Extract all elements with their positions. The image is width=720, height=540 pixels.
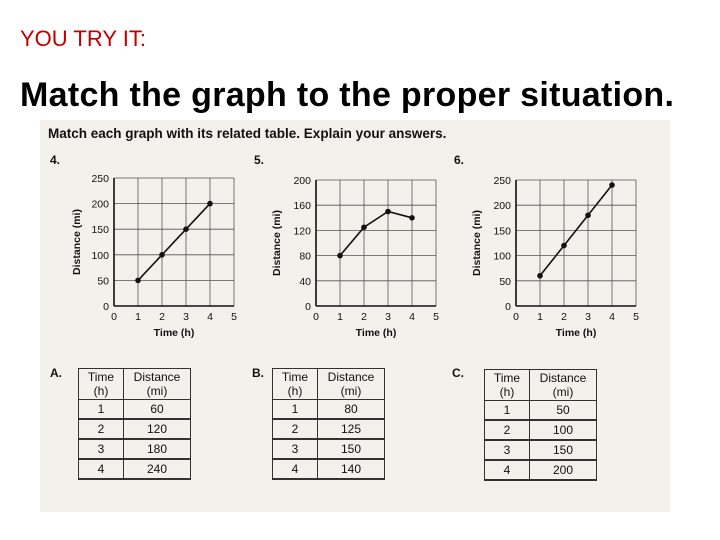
table-cell: 200 <box>530 460 597 480</box>
graph-number-label: 6. <box>454 153 465 167</box>
y-tick-label: 200 <box>493 200 511 213</box>
table-row <box>485 420 597 440</box>
worksheet-instruction: Match each graph with its related table. Explain your answers. <box>48 126 447 141</box>
table-cell: 2 <box>485 420 530 440</box>
y-axis-title: Distance (mi) <box>471 210 483 276</box>
y-tick-label: 0 <box>103 301 109 313</box>
table-row <box>273 419 385 439</box>
table-cell: 2 <box>273 419 318 439</box>
table-cell: 80 <box>318 400 385 420</box>
x-axis-title: Time (h) <box>153 327 195 339</box>
y-tick-label: 50 <box>97 275 109 288</box>
data-point <box>537 273 543 279</box>
table-cell: 180 <box>124 439 191 459</box>
header-distance: Distance (mi) <box>530 370 597 401</box>
table-cell: 50 <box>530 401 597 421</box>
table-row <box>273 439 385 459</box>
data-table-c <box>484 369 597 481</box>
data-table-b <box>272 368 385 480</box>
table-cell: 1 <box>273 400 318 420</box>
x-tick-label: 4 <box>207 311 213 323</box>
x-tick-label: 2 <box>561 311 567 323</box>
series-line <box>340 212 412 256</box>
data-point <box>183 226 189 232</box>
table-cell: 150 <box>530 440 597 460</box>
data-point <box>585 212 591 218</box>
x-tick-label: 4 <box>409 311 415 323</box>
table-cell: 3 <box>79 439 124 459</box>
header-time: Time (h) <box>485 370 530 401</box>
graph-number-label: 4. <box>50 153 61 167</box>
graph-number-label: 5. <box>254 153 265 167</box>
data-point <box>561 243 567 249</box>
slide-title: Match the graph to the proper situation. <box>20 76 675 114</box>
table-cell: 1 <box>485 401 530 421</box>
table-cell: 100 <box>530 420 597 440</box>
y-tick-label: 150 <box>91 224 109 237</box>
table-cell: 4 <box>485 460 530 480</box>
series-line <box>138 204 210 281</box>
y-tick-label: 250 <box>493 175 511 187</box>
table-row <box>273 400 385 420</box>
y-tick-label: 120 <box>293 225 311 238</box>
x-tick-label: 2 <box>361 311 367 323</box>
y-tick-label: 100 <box>91 249 109 262</box>
table-cell: 140 <box>318 459 385 479</box>
table-label-a: A. <box>50 366 62 380</box>
table-row <box>273 459 385 479</box>
header-distance: Distance (mi) <box>318 369 385 400</box>
header-time: Time (h) <box>79 369 124 400</box>
slide-header: YOU TRY IT: <box>20 26 146 51</box>
table-cell: 1 <box>79 400 124 420</box>
data-point <box>385 209 391 215</box>
y-tick-label: 200 <box>293 175 311 187</box>
y-tick-label: 100 <box>493 250 511 263</box>
table-row <box>485 440 597 460</box>
table-cell: 4 <box>273 459 318 479</box>
header-distance: Distance (mi) <box>124 369 191 400</box>
table-cell: 4 <box>79 459 124 479</box>
x-tick-label: 0 <box>313 311 319 323</box>
data-point <box>337 253 343 259</box>
x-tick-label: 1 <box>537 311 543 323</box>
x-tick-label: 0 <box>111 311 117 323</box>
y-tick-label: 150 <box>493 225 511 238</box>
table-row <box>485 401 597 421</box>
table-row <box>79 400 191 420</box>
table-row <box>79 439 191 459</box>
y-tick-label: 0 <box>305 301 311 313</box>
data-point <box>207 201 213 207</box>
table-cell: 3 <box>273 439 318 459</box>
x-tick-label: 2 <box>159 311 165 323</box>
data-point <box>409 215 415 221</box>
table-cell: 60 <box>124 400 191 420</box>
x-axis-title: Time (h) <box>555 327 597 339</box>
data-point <box>361 224 367 230</box>
table-cell: 125 <box>318 419 385 439</box>
table-row <box>485 460 597 480</box>
table-row <box>79 459 191 479</box>
data-table-a <box>78 368 191 480</box>
table-label-c: C. <box>452 366 464 380</box>
table-row <box>79 419 191 439</box>
x-tick-label: 1 <box>135 311 141 323</box>
x-tick-label: 3 <box>385 311 391 323</box>
table-cell: 150 <box>318 439 385 459</box>
x-tick-label: 5 <box>231 311 237 323</box>
x-tick-label: 5 <box>433 311 439 323</box>
y-tick-label: 250 <box>91 173 109 185</box>
x-tick-label: 3 <box>585 311 591 323</box>
table-cell: 240 <box>124 459 191 479</box>
y-tick-label: 0 <box>505 301 511 313</box>
x-axis-title: Time (h) <box>355 327 397 339</box>
y-tick-label: 200 <box>91 198 109 211</box>
data-point <box>135 278 141 284</box>
worksheet-image <box>40 120 670 512</box>
y-tick-label: 160 <box>293 200 311 213</box>
table-cell: 120 <box>124 419 191 439</box>
table-cell: 3 <box>485 440 530 460</box>
header-time: Time (h) <box>273 369 318 400</box>
y-axis-title: Distance (mi) <box>71 209 83 275</box>
data-point <box>159 252 165 258</box>
x-tick-label: 1 <box>337 311 343 323</box>
table-cell: 2 <box>79 419 124 439</box>
y-tick-label: 40 <box>299 275 311 288</box>
data-point <box>609 182 615 188</box>
y-tick-label: 80 <box>299 250 311 263</box>
y-axis-title: Distance (mi) <box>271 210 283 276</box>
x-tick-label: 0 <box>513 311 519 323</box>
table-label-b: B. <box>252 366 264 380</box>
x-tick-label: 3 <box>183 311 189 323</box>
x-tick-label: 4 <box>609 311 615 323</box>
y-tick-label: 50 <box>499 275 511 288</box>
graphs-svg <box>40 120 670 360</box>
x-tick-label: 5 <box>633 311 639 323</box>
